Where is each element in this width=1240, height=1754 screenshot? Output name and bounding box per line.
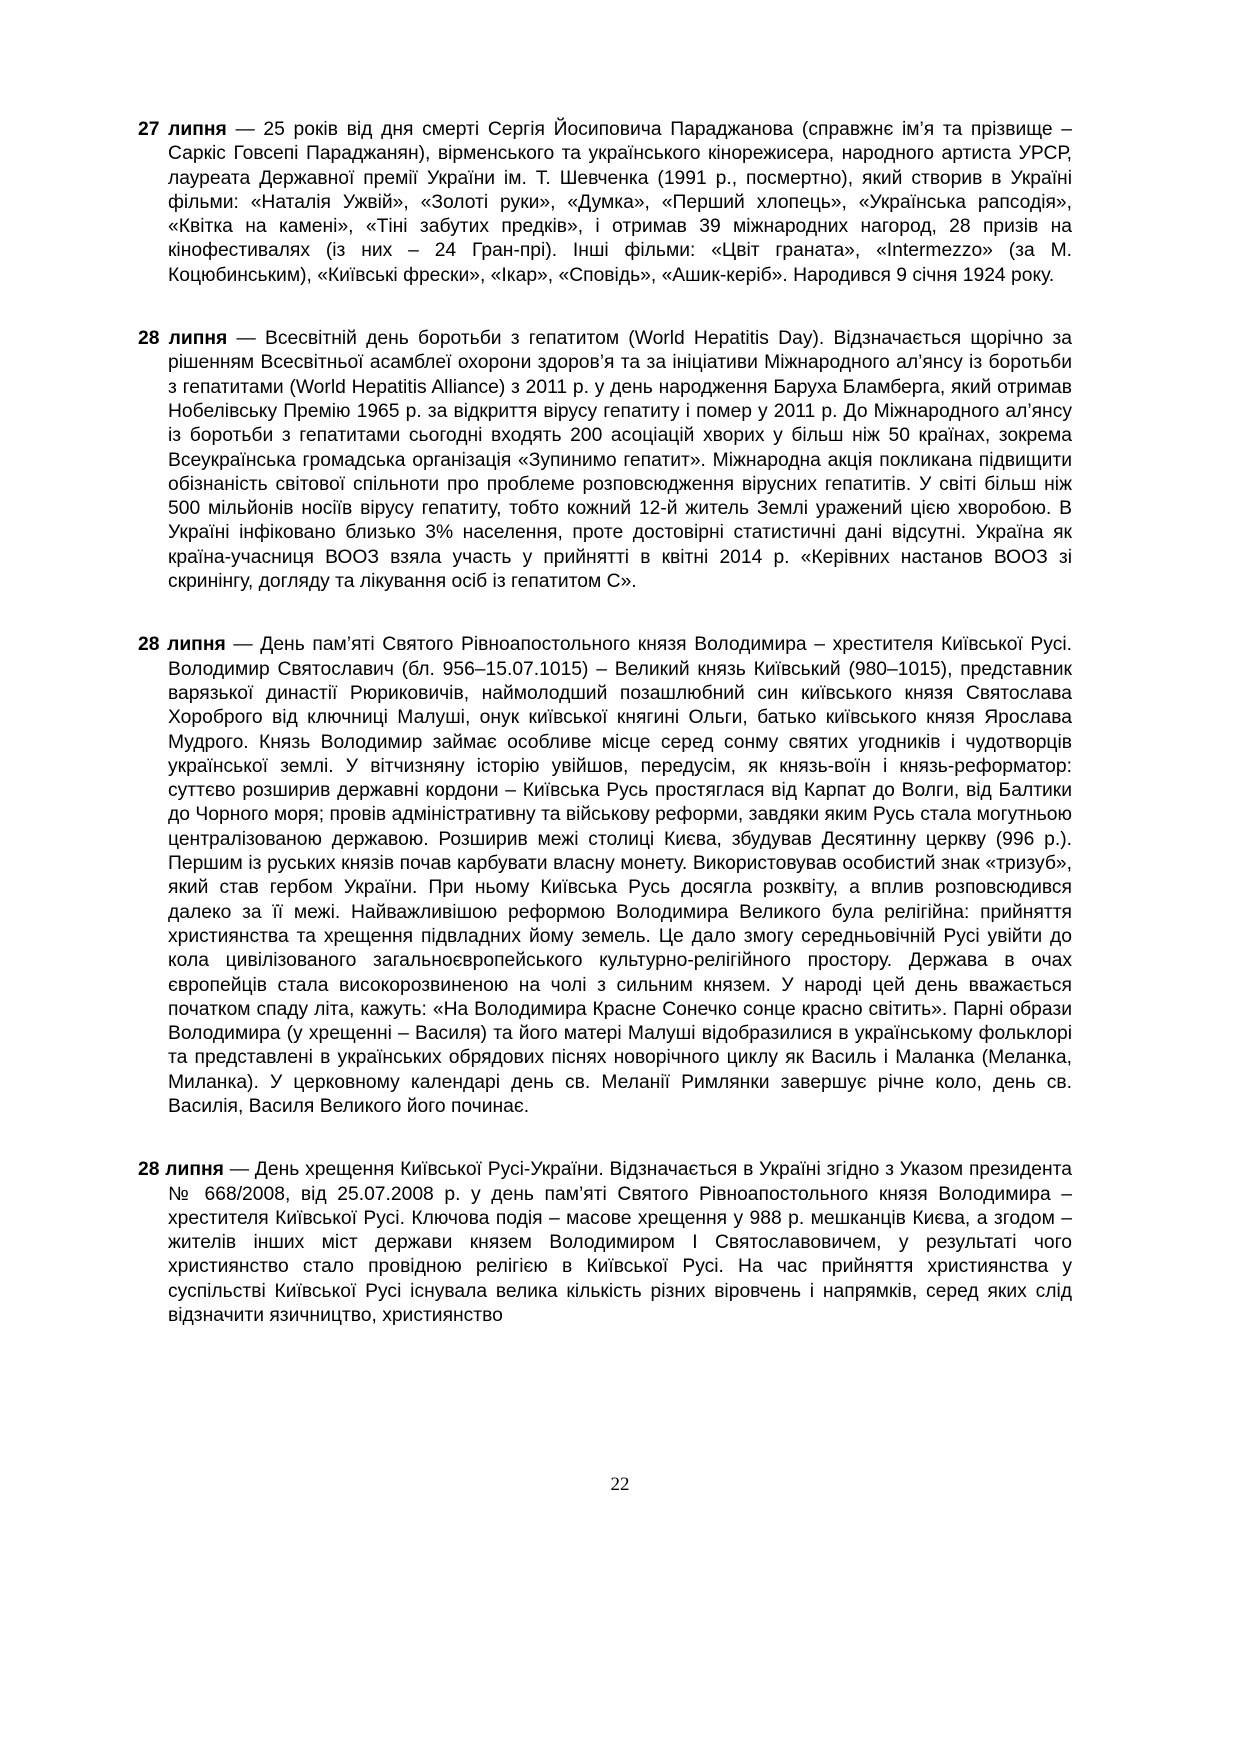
calendar-entry xyxy=(138,118,1072,288)
entry-date: 28 липня xyxy=(138,634,226,656)
calendar-entry xyxy=(138,327,1072,594)
calendar-entries xyxy=(138,118,1072,1367)
page-number: 22 xyxy=(610,1474,630,1495)
entry-date: 28 липня xyxy=(138,1159,224,1181)
entry-text: — Всесвітній день боротьби з гепатитом (World Hepatitis Day). Відзначається щорічно за рішенням Всесвітньої асамблеї охорони здоров’я та за ініціативи Міжнародного ал’янсу із боротьби з гепатитами (World Hepatitis Alliance) з 2011 р. у день народження Баруха Бламберга, який отримав Нобелівську Премію 1965 р. за відкриття вірусу гепатиту і помер у 2011 р. До Міжнародного ал’янсу із боротьби з гепатитами сьогодні входять 200 асоціацій хворих у більш ніж 50 країнах, зокрема Всеукраїнська громадська організація «Зупинимо гепатит». Міжнародна акція покликана підвищити обізнаність світової спільноти про проблеме розповсюдження вірусних гепатитів. У світі більш ніж 500 мільйонів носіїв вірусу гепатиту, тобто кожний 12-й житель Землі уражений цією хворобою. В Україні інфіковано близько 3% населення, проте достовірні статистичні дані відсутні. Україна як країна-учасниця ВООЗ взяла участь у прийнятті в квітні 2014 р. «Керівних настанов ВООЗ зі скринінгу, догляду та лікування осіб із гепатитом С». xyxy=(168,328,1072,593)
entry-text: — День хрещення Київської Русі-України. Відзначається в Україні згідно з Указом президента № 668/2008, від 25.07.2008 р. у день пам’яті Святого Рівноапостольного князя Володимира – хрестителя Київської Русі. Ключова подія – масове хрещення у 988 р. мешканців Києва, а згодом – жителів інших міст держави князем Володимиром І Святославовичем, у результаті чого християнство стало провідною релігією в Київської Русі. На час прийняття християнства у суспільстві Київської Русі існувала велика кількість різних віровчень і напрямків, серед яких слід відзначити язичництво, християнство xyxy=(168,1159,1072,1327)
entry-text: — 25 років від дня смерті Сергія Йосиповича Параджанова (справжнє ім’я та прізвище – Саркіс Говсепі Параджанян), вірменського та українського кінорежисера, народного артиста УРСР, лауреата Державної премії України ім. Т. Шевченка (1991 р., посмертно), який створив в Україні фільми: «Наталія Ужвій», «Золоті руки», «Думка», «Перший хлопець», «Українська рапсодія», «Квітка на камені», «Тіні забутих предків», і отримав 39 міжнародних нагород, 28 призів на кінофестивалях (із них – 24 Гран-прі). Інші фільми: «Цвіт граната», «Intermezzo» (за М. Коцюбинським), «Київські фрески», «Ікар», «Сповідь», «Ашик-керіб». Народився 9 січня 1924 року. xyxy=(168,119,1073,286)
calendar-entry xyxy=(138,633,1072,1119)
calendar-entry xyxy=(138,1158,1072,1328)
entry-date: 27 липня xyxy=(138,119,227,140)
entry-date: 28 липня xyxy=(138,328,228,350)
entry-text: — День пам’яті Святого Рівноапостольного князя Володимира – хрестителя Київської Русі. Володимир Святославич (бл. 956–15.07.1015) – Великий князь Київський (980–1015), представник варязької династії Рюриковичів, наймолодший позашлюбний син київського князя Святослава Хороброго від ключниці Малуші, онук київської княгині Ольги, батько київського князя Ярослава Мудрого. Князь Володимир займає особливе місце серед сонму святих угодників і чудотворців української землі. У вітчизняну історію увійшов, передусім, як князь-воїн і князь-реформатор: суттєво розширив державні кордони – Київська Русь простяглася від Карпат до Волги, від Балтики до Чорного моря; провів адміністративну та військову реформи, завдяки яким Русь стала могутньою централізованою державою. Розширив межі столиці Києва, збудував Десятинну церкву (996 р.). Першим із руських князів почав карбувати власну монету. Використовував особистий знак «тризуб», який став гербом України. При ньому Київська Русь досягла розквіту, а вплив розповсюдився далеко за її межі. Найважливішою реформою Володимира Великого була релігійна: прийняття християнства та хрещення підвладних йому земель. Це дало змогу середньовічній Русі увійти до кола цивілізованого загальноєвропейського культурно-релігійного простору. Держава в очах європейців стала високорозвиненою на чолі з сильним князем. У народі цей день вважається початком спаду літа, кажуть: «На Володимира Красне Сонечко сонце красно світить». Парні образи Володимира (у хрещенні – Василя) та його матері Малуші відобразилися в українському фольклорі та представлені в українських обрядових піснях новорічного циклу як Василь і Маланка (Меланка, Миланка). У церковному календарі день св. Меланії Римлянки завершує річне коло, день св. Василія, Василя Великого його починає. xyxy=(168,634,1072,1117)
